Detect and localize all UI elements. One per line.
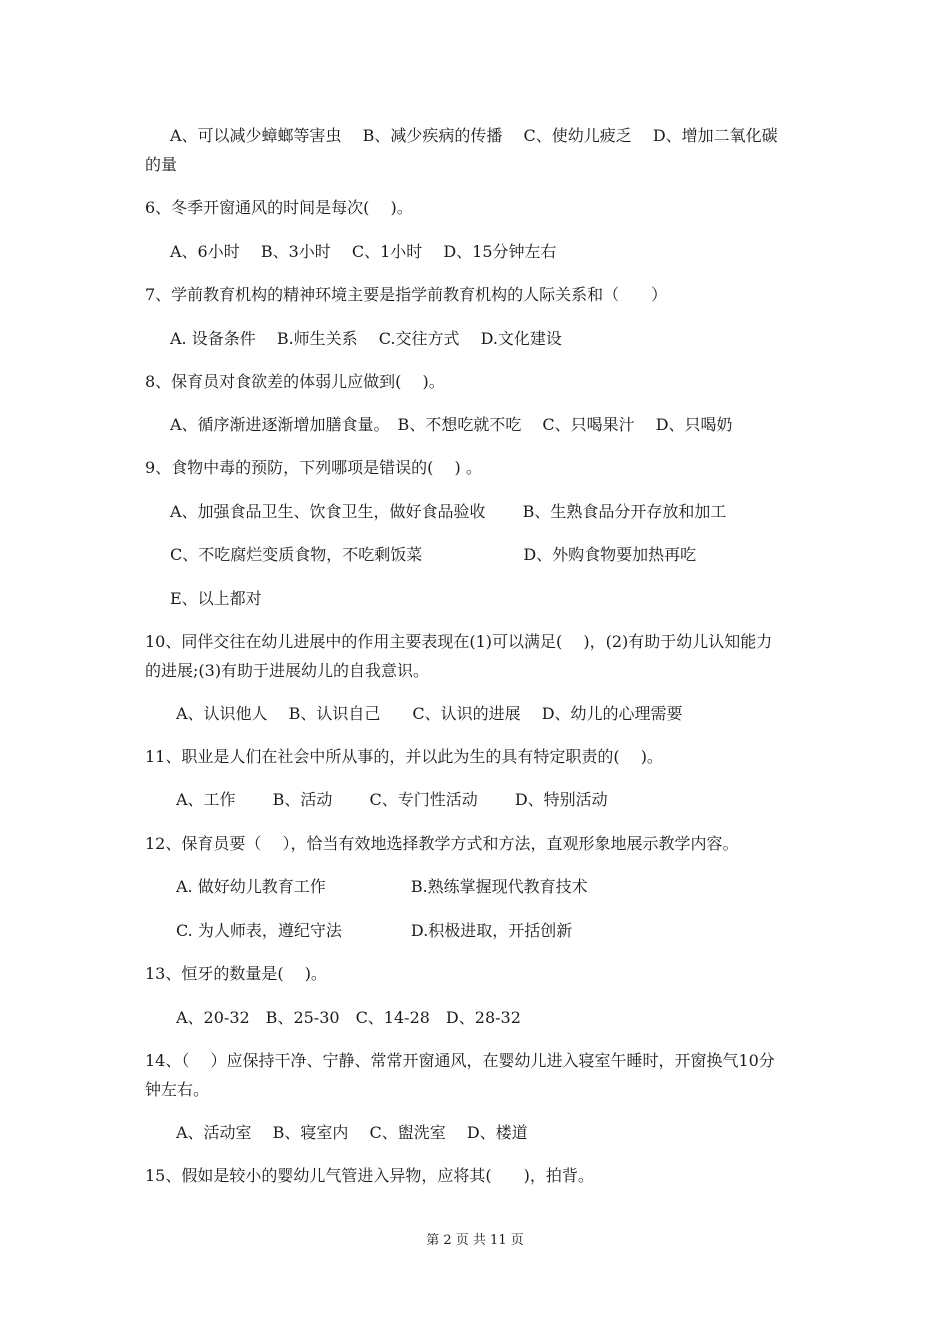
page-number-footer: 第 2 页 共 11 页 [426, 1233, 524, 1248]
q6-stem: 6、冬季开窗通风的时间是每次( )。 [145, 198, 413, 217]
q10-stem-continued: 的进展;(3)有助于进展幼儿的自我意识。 [145, 661, 430, 680]
q8-stem: 8、保育员对食欲差的体弱儿应做到( )。 [145, 372, 445, 391]
q9-stem: 9、食物中毒的预防，下列哪项是错误的( ) 。 [145, 458, 482, 477]
q14-stem: 14、（ ）应保持干净、宁静、常常开窗通风，在婴幼儿进入寝室午睡时，开窗换气10分 [145, 1051, 775, 1070]
q13-stem: 13、恒牙的数量是( )。 [145, 964, 327, 983]
q7-stem: 7、学前教育机构的精神环境主要是指学前教育机构的人际关系和（ ） [145, 285, 668, 304]
q12-stem: 12、保育员要（ ），恰当有效地选择教学方式和方法，直观形象地展示教学内容。 [145, 834, 739, 853]
q9-options-ab: A、加强食品卫生、饮食卫生，做好食品验收 B、生熟食品分开存放和加工 [170, 502, 727, 521]
q11-stem: 11、职业是人们在社会中所从事的，并以此为生的具有特定职责的( )。 [145, 747, 663, 766]
q10-options: A、认识他人 B、认识自己 C、认识的进展 D、幼儿的心理需要 [176, 704, 683, 723]
q11-options: A、工作 B、活动 C、专门性活动 D、特别活动 [176, 790, 608, 809]
q5-options: A、可以减少蟑螂等害虫 B、减少疾病的传播 C、使幼儿疲乏 D、增加二氧化碳 [170, 126, 778, 145]
q9-option-e: E、以上都对 [170, 589, 262, 608]
q7-options: A. 设备条件 B.师生关系 C.交往方式 D.文化建设 [170, 329, 562, 348]
q6-options: A、6小时 B、3小时 C、1小时 D、15分钟左右 [170, 242, 557, 261]
q12-options-ab: A. 做好幼儿教育工作 B.熟练掌握现代教育技术 [176, 877, 588, 896]
q9-options-cd: C、不吃腐烂变质食物，不吃剩饭菜 D、外购食物要加热再吃 [170, 545, 697, 564]
q10-stem: 10、同伴交往在幼儿进展中的作用主要表现在(1)可以满足( )，(2)有助于幼儿认知能力 [145, 632, 773, 651]
q5-options-continued: 的量 [145, 155, 178, 174]
q13-options: A、20-32 B、25-30 C、14-28 D、28-32 [176, 1008, 521, 1027]
q15-stem: 15、假如是较小的婴幼儿气管进入异物，应将其( )，拍背。 [145, 1166, 594, 1185]
q14-options: A、活动室 B、寝室内 C、盥洗室 D、楼道 [176, 1123, 528, 1142]
q14-stem-continued: 钟左右。 [145, 1080, 210, 1099]
q12-options-cd: C. 为人师表，遵纪守法 D.积极进取，开括创新 [176, 921, 573, 940]
q8-options: A、循序渐进逐渐增加膳食量。 B、不想吃就不吃 C、只喝果汁 D、只喝奶 [170, 415, 733, 434]
